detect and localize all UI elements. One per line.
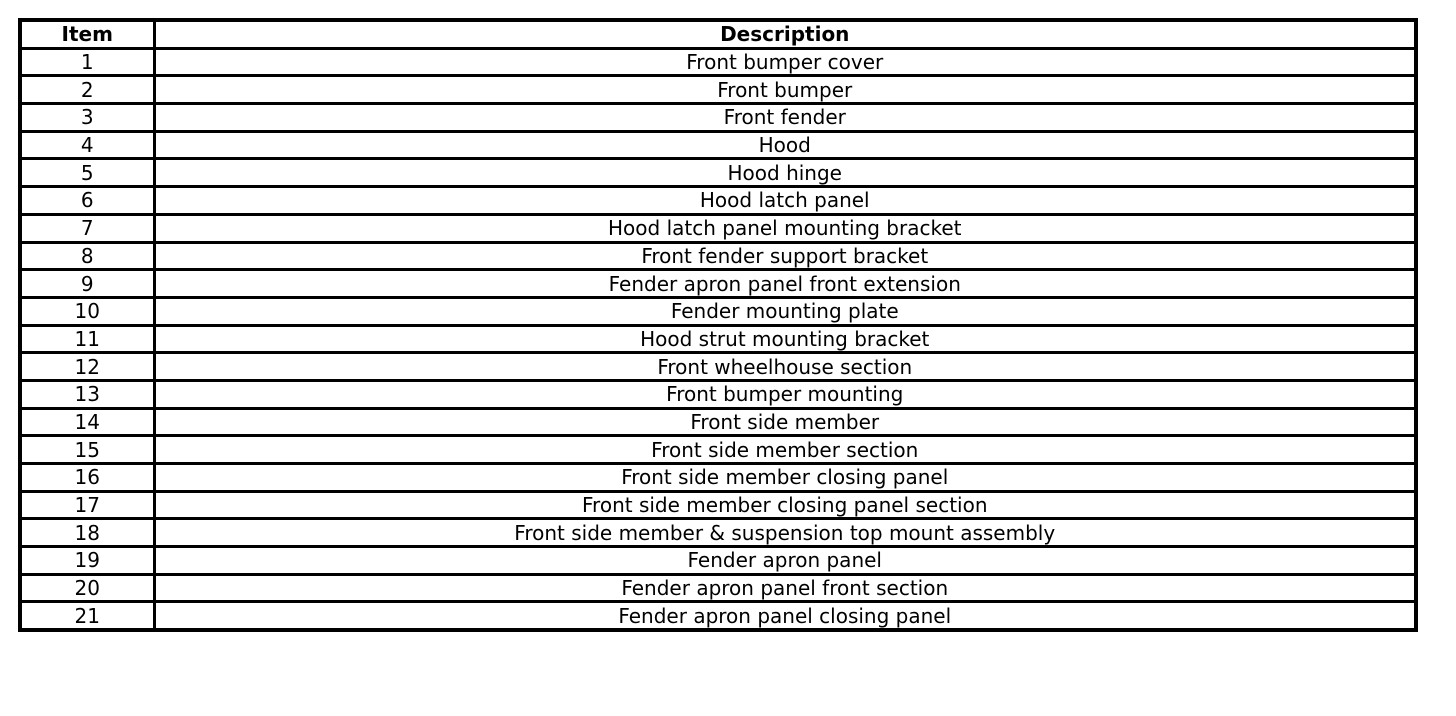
cell-description: Hood latch panel mounting bracket [154, 214, 1416, 242]
cell-item-number: 4 [20, 131, 154, 159]
cell-item-number: 1 [20, 48, 154, 76]
header-description: Description [154, 20, 1416, 48]
table-row [20, 214, 1416, 242]
cell-item-number: 2 [20, 76, 154, 104]
cell-description: Fender apron panel [154, 547, 1416, 575]
cell-item-number: 9 [20, 270, 154, 298]
table-row [20, 187, 1416, 215]
table-row [20, 436, 1416, 464]
table-row [20, 48, 1416, 76]
table-row [20, 574, 1416, 602]
cell-item-number: 5 [20, 159, 154, 187]
cell-item-number: 7 [20, 214, 154, 242]
cell-description: Front side member & suspension top mount assembly [154, 519, 1416, 547]
cell-description: Fender apron panel closing panel [154, 602, 1416, 630]
cell-item-number: 13 [20, 380, 154, 408]
cell-description: Front side member closing panel section [154, 491, 1416, 519]
cell-item-number: 16 [20, 464, 154, 492]
cell-item-number: 11 [20, 325, 154, 353]
cell-description: Front wheelhouse section [154, 353, 1416, 381]
table-row [20, 408, 1416, 436]
table-row [20, 547, 1416, 575]
table-row [20, 131, 1416, 159]
table-body [20, 48, 1416, 630]
table-row [20, 270, 1416, 298]
cell-item-number: 15 [20, 436, 154, 464]
header-item: Item [20, 20, 154, 48]
cell-description: Front bumper mounting [154, 380, 1416, 408]
parts-table [18, 18, 1418, 632]
cell-item-number: 20 [20, 574, 154, 602]
table-row [20, 76, 1416, 104]
header-row [20, 20, 1416, 48]
cell-description: Hood hinge [154, 159, 1416, 187]
cell-description: Fender mounting plate [154, 297, 1416, 325]
cell-description: Fender apron panel front section [154, 574, 1416, 602]
cell-item-number: 3 [20, 104, 154, 132]
table-row [20, 159, 1416, 187]
table-row [20, 104, 1416, 132]
cell-item-number: 14 [20, 408, 154, 436]
cell-item-number: 6 [20, 187, 154, 215]
cell-description: Front side member closing panel [154, 464, 1416, 492]
table-row [20, 602, 1416, 630]
cell-description: Front bumper cover [154, 48, 1416, 76]
cell-description: Fender apron panel front extension [154, 270, 1416, 298]
table-header [20, 20, 1416, 48]
table-row [20, 325, 1416, 353]
cell-description: Hood latch panel [154, 187, 1416, 215]
cell-description: Front side member section [154, 436, 1416, 464]
cell-item-number: 21 [20, 602, 154, 630]
cell-item-number: 10 [20, 297, 154, 325]
cell-description: Front fender support bracket [154, 242, 1416, 270]
cell-description: Front bumper [154, 76, 1416, 104]
cell-item-number: 18 [20, 519, 154, 547]
cell-item-number: 17 [20, 491, 154, 519]
cell-item-number: 8 [20, 242, 154, 270]
table-row [20, 380, 1416, 408]
table-row [20, 464, 1416, 492]
table-row [20, 519, 1416, 547]
cell-item-number: 19 [20, 547, 154, 575]
table-row [20, 297, 1416, 325]
cell-description: Front fender [154, 104, 1416, 132]
table-row [20, 353, 1416, 381]
cell-description: Hood strut mounting bracket [154, 325, 1416, 353]
table-row [20, 242, 1416, 270]
cell-item-number: 12 [20, 353, 154, 381]
cell-description: Front side member [154, 408, 1416, 436]
cell-description: Hood [154, 131, 1416, 159]
table-row [20, 491, 1416, 519]
